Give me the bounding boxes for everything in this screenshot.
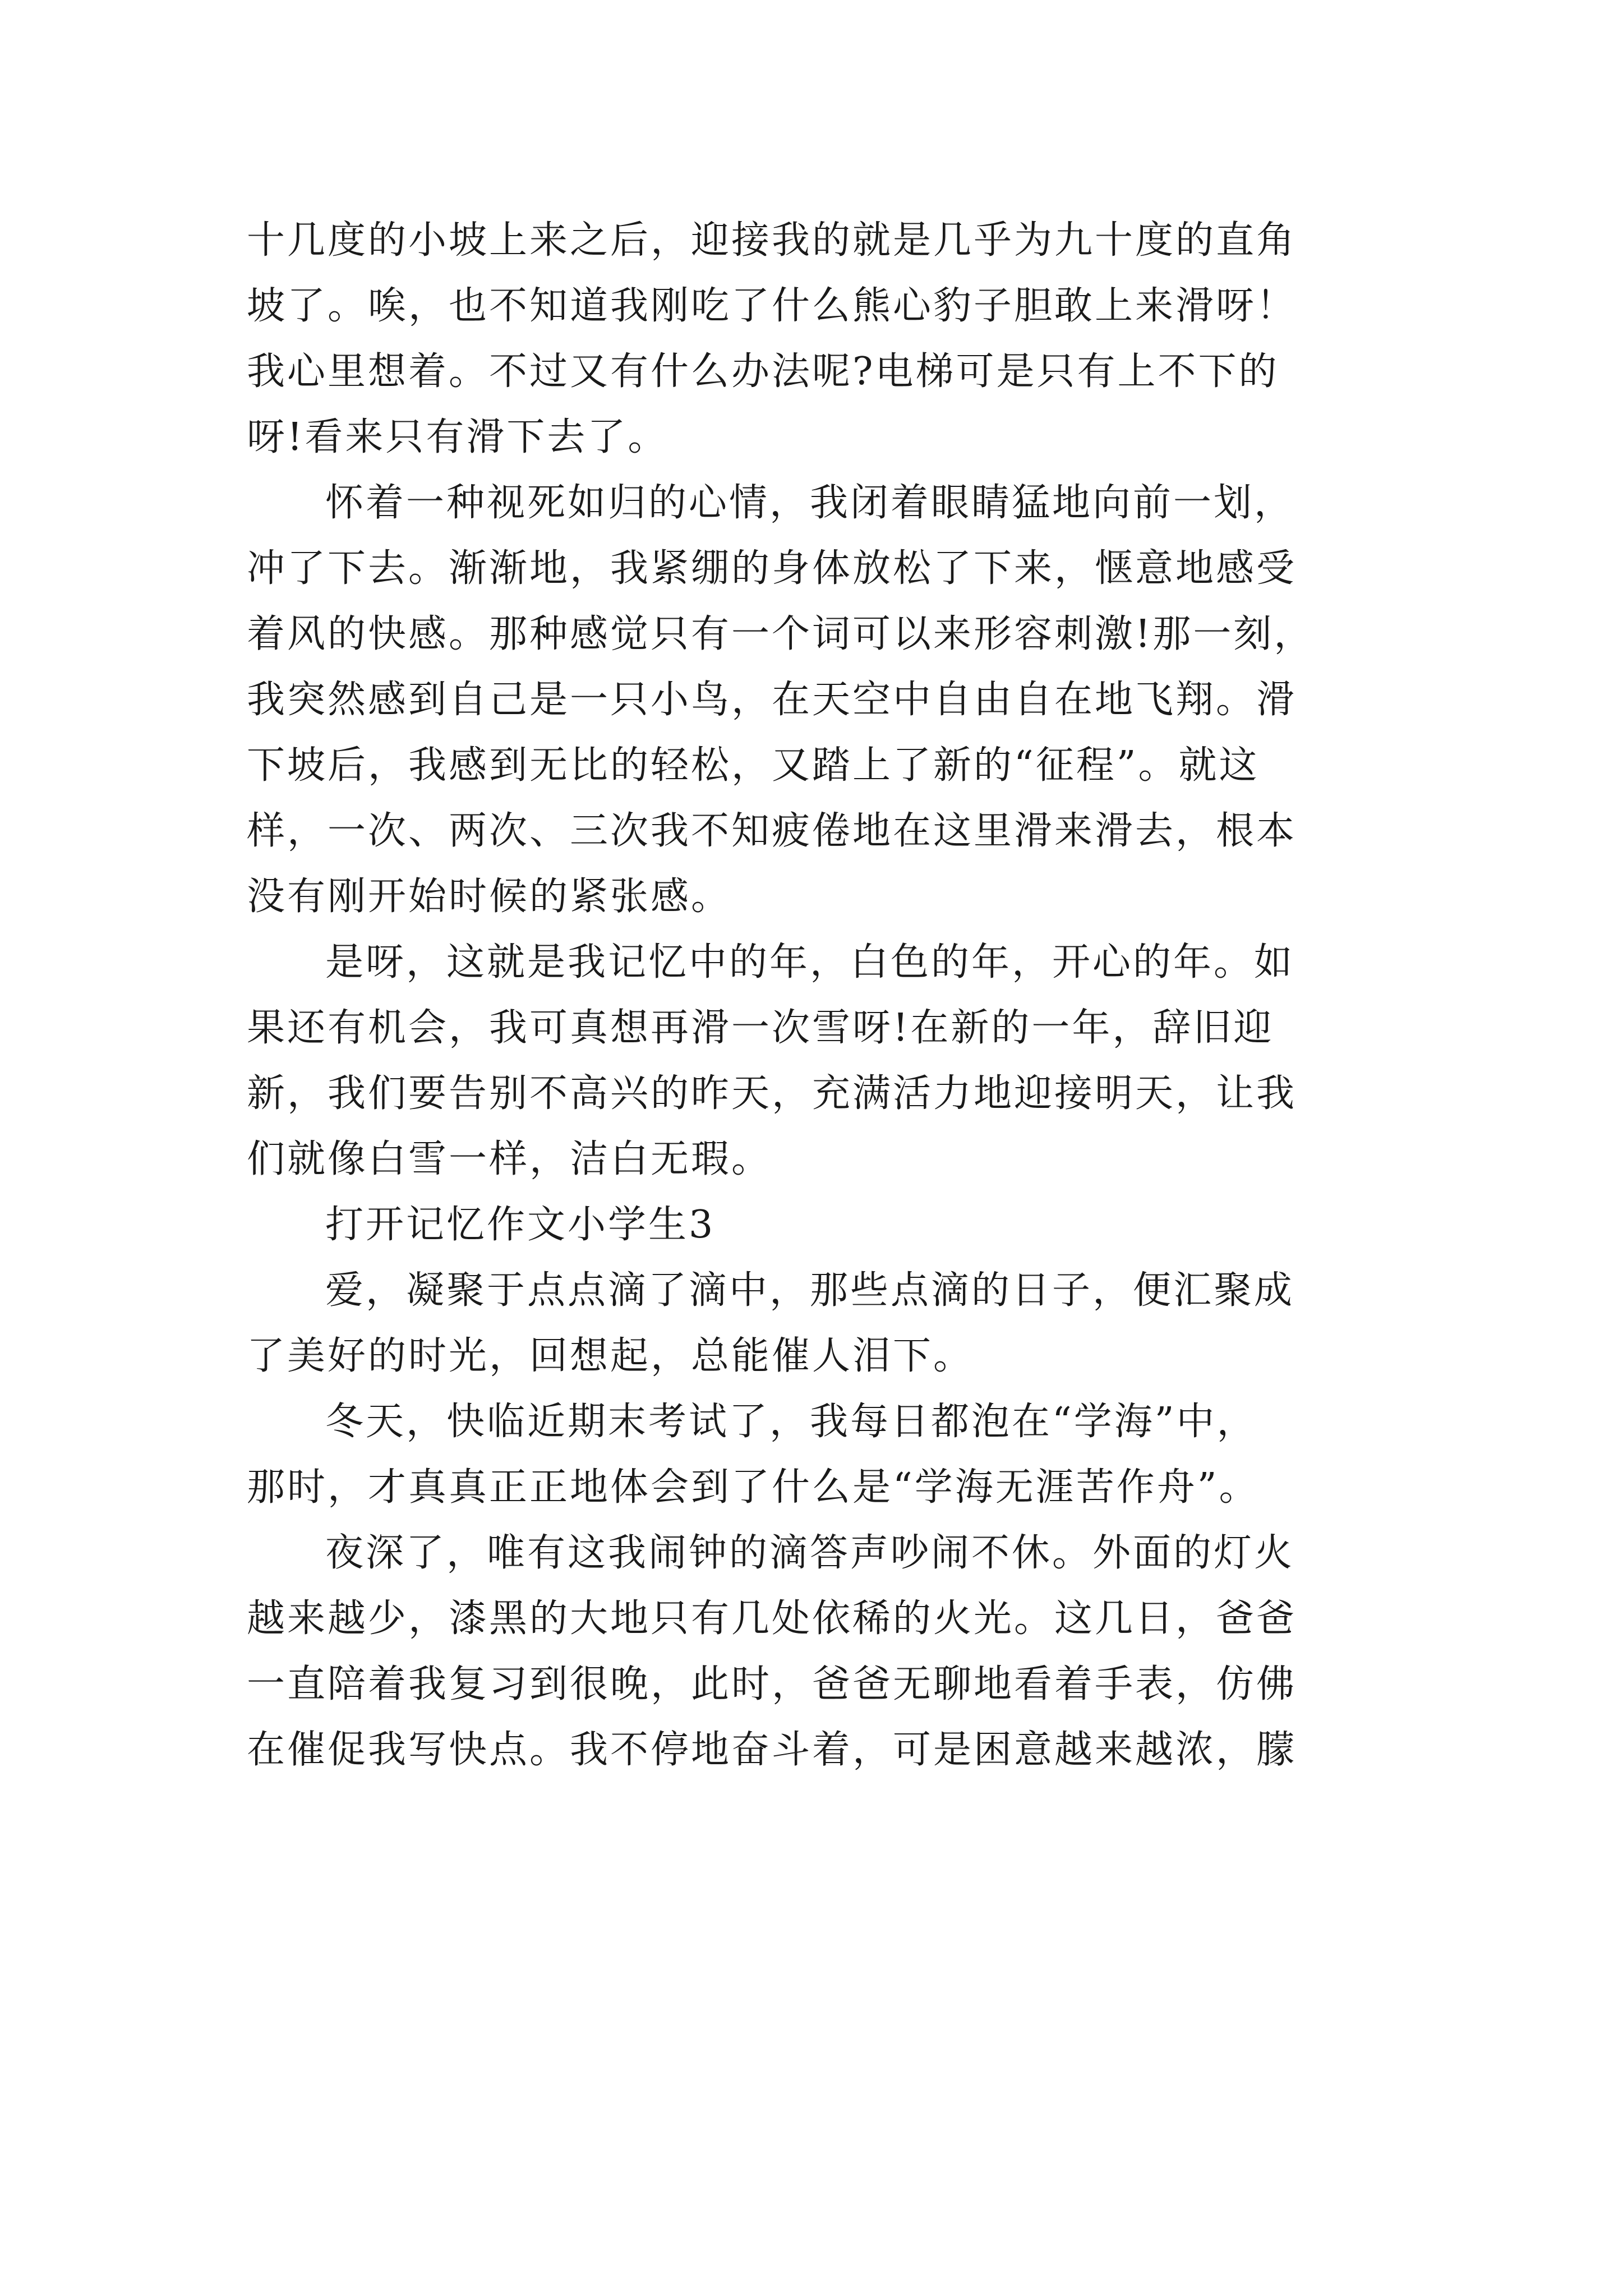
text-line: 呀!看来只有滑下去了。 <box>247 415 668 459</box>
text-line: 着风的快感。那种感觉只有一个词可以来形容刺激!那一刻， <box>247 612 1315 656</box>
document-body <box>247 208 1391 1783</box>
paragraph-start-line: 夜深了，唯有这我闹钟的滴答声吵闹不休。外面的灯火 <box>325 1531 1295 1575</box>
text-line: 在催促我写快点。我不停地奋斗着，可是困意越来越浓，朦 <box>247 1728 1297 1772</box>
text-line: 们就像白雪一样，洁白无瑕。 <box>247 1137 772 1181</box>
text-line: 新，我们要告别不高兴的昨天，充满活力地迎接明天，让我 <box>247 1071 1297 1116</box>
section-heading: 打开记忆作文小学生3 <box>325 1203 716 1247</box>
text-line: 样，一次、两次、三次我不知疲倦地在这里滑来滑去，根本 <box>247 809 1297 853</box>
text-line: 坡了。唉，也不知道我刚吃了什么熊心豹子胆敢上来滑呀！ <box>247 284 1297 328</box>
text-line: 果还有机会，我可真想再滑一次雪呀!在新的一年，辞旧迎 <box>247 1006 1274 1050</box>
text-line: 我突然感到自己是一只小鸟，在天空中自由自在地飞翔。滑 <box>247 678 1297 722</box>
text-line: 我心里想着。不过又有什么办法呢?电梯可是只有上不下的 <box>247 349 1279 394</box>
text-line: 十几度的小坡上来之后，迎接我的就是几乎为九十度的直角 <box>247 218 1297 263</box>
text-line: 冲了下去。渐渐地，我紧绷的身体放松了下来，惬意地感受 <box>247 546 1297 591</box>
paragraph-start-line: 爱，凝聚于点点滴了滴中，那些点滴的日子，便汇聚成 <box>325 1268 1295 1313</box>
paragraph-start-line: 是呀，这就是我记忆中的年，白色的年，开心的年。如 <box>325 940 1295 984</box>
text-line: 一直陪着我复习到很晚，此时，爸爸无聊地看着手表，仿佛 <box>247 1662 1297 1706</box>
text-line: 了美好的时光，回想起，总能催人泪下。 <box>247 1334 974 1378</box>
text-line: 下坡后，我感到无比的轻松，又踏上了新的“征程”。就这 <box>247 743 1260 788</box>
text-line: 那时，才真真正正地体会到了什么是“学海无涯苦作舟”。 <box>247 1465 1260 1510</box>
paragraph-start-line: 冬天，快临近期末考试了，我每日都泡在“学海”中， <box>325 1400 1257 1444</box>
text-line: 没有刚开始时候的紧张感。 <box>247 875 732 919</box>
text-line: 越来越少，漆黑的大地只有几处依稀的火光。这几日，爸爸 <box>247 1596 1297 1641</box>
paragraph-start-line: 怀着一种视死如归的心情，我闭着眼睛猛地向前一划， <box>325 481 1295 525</box>
